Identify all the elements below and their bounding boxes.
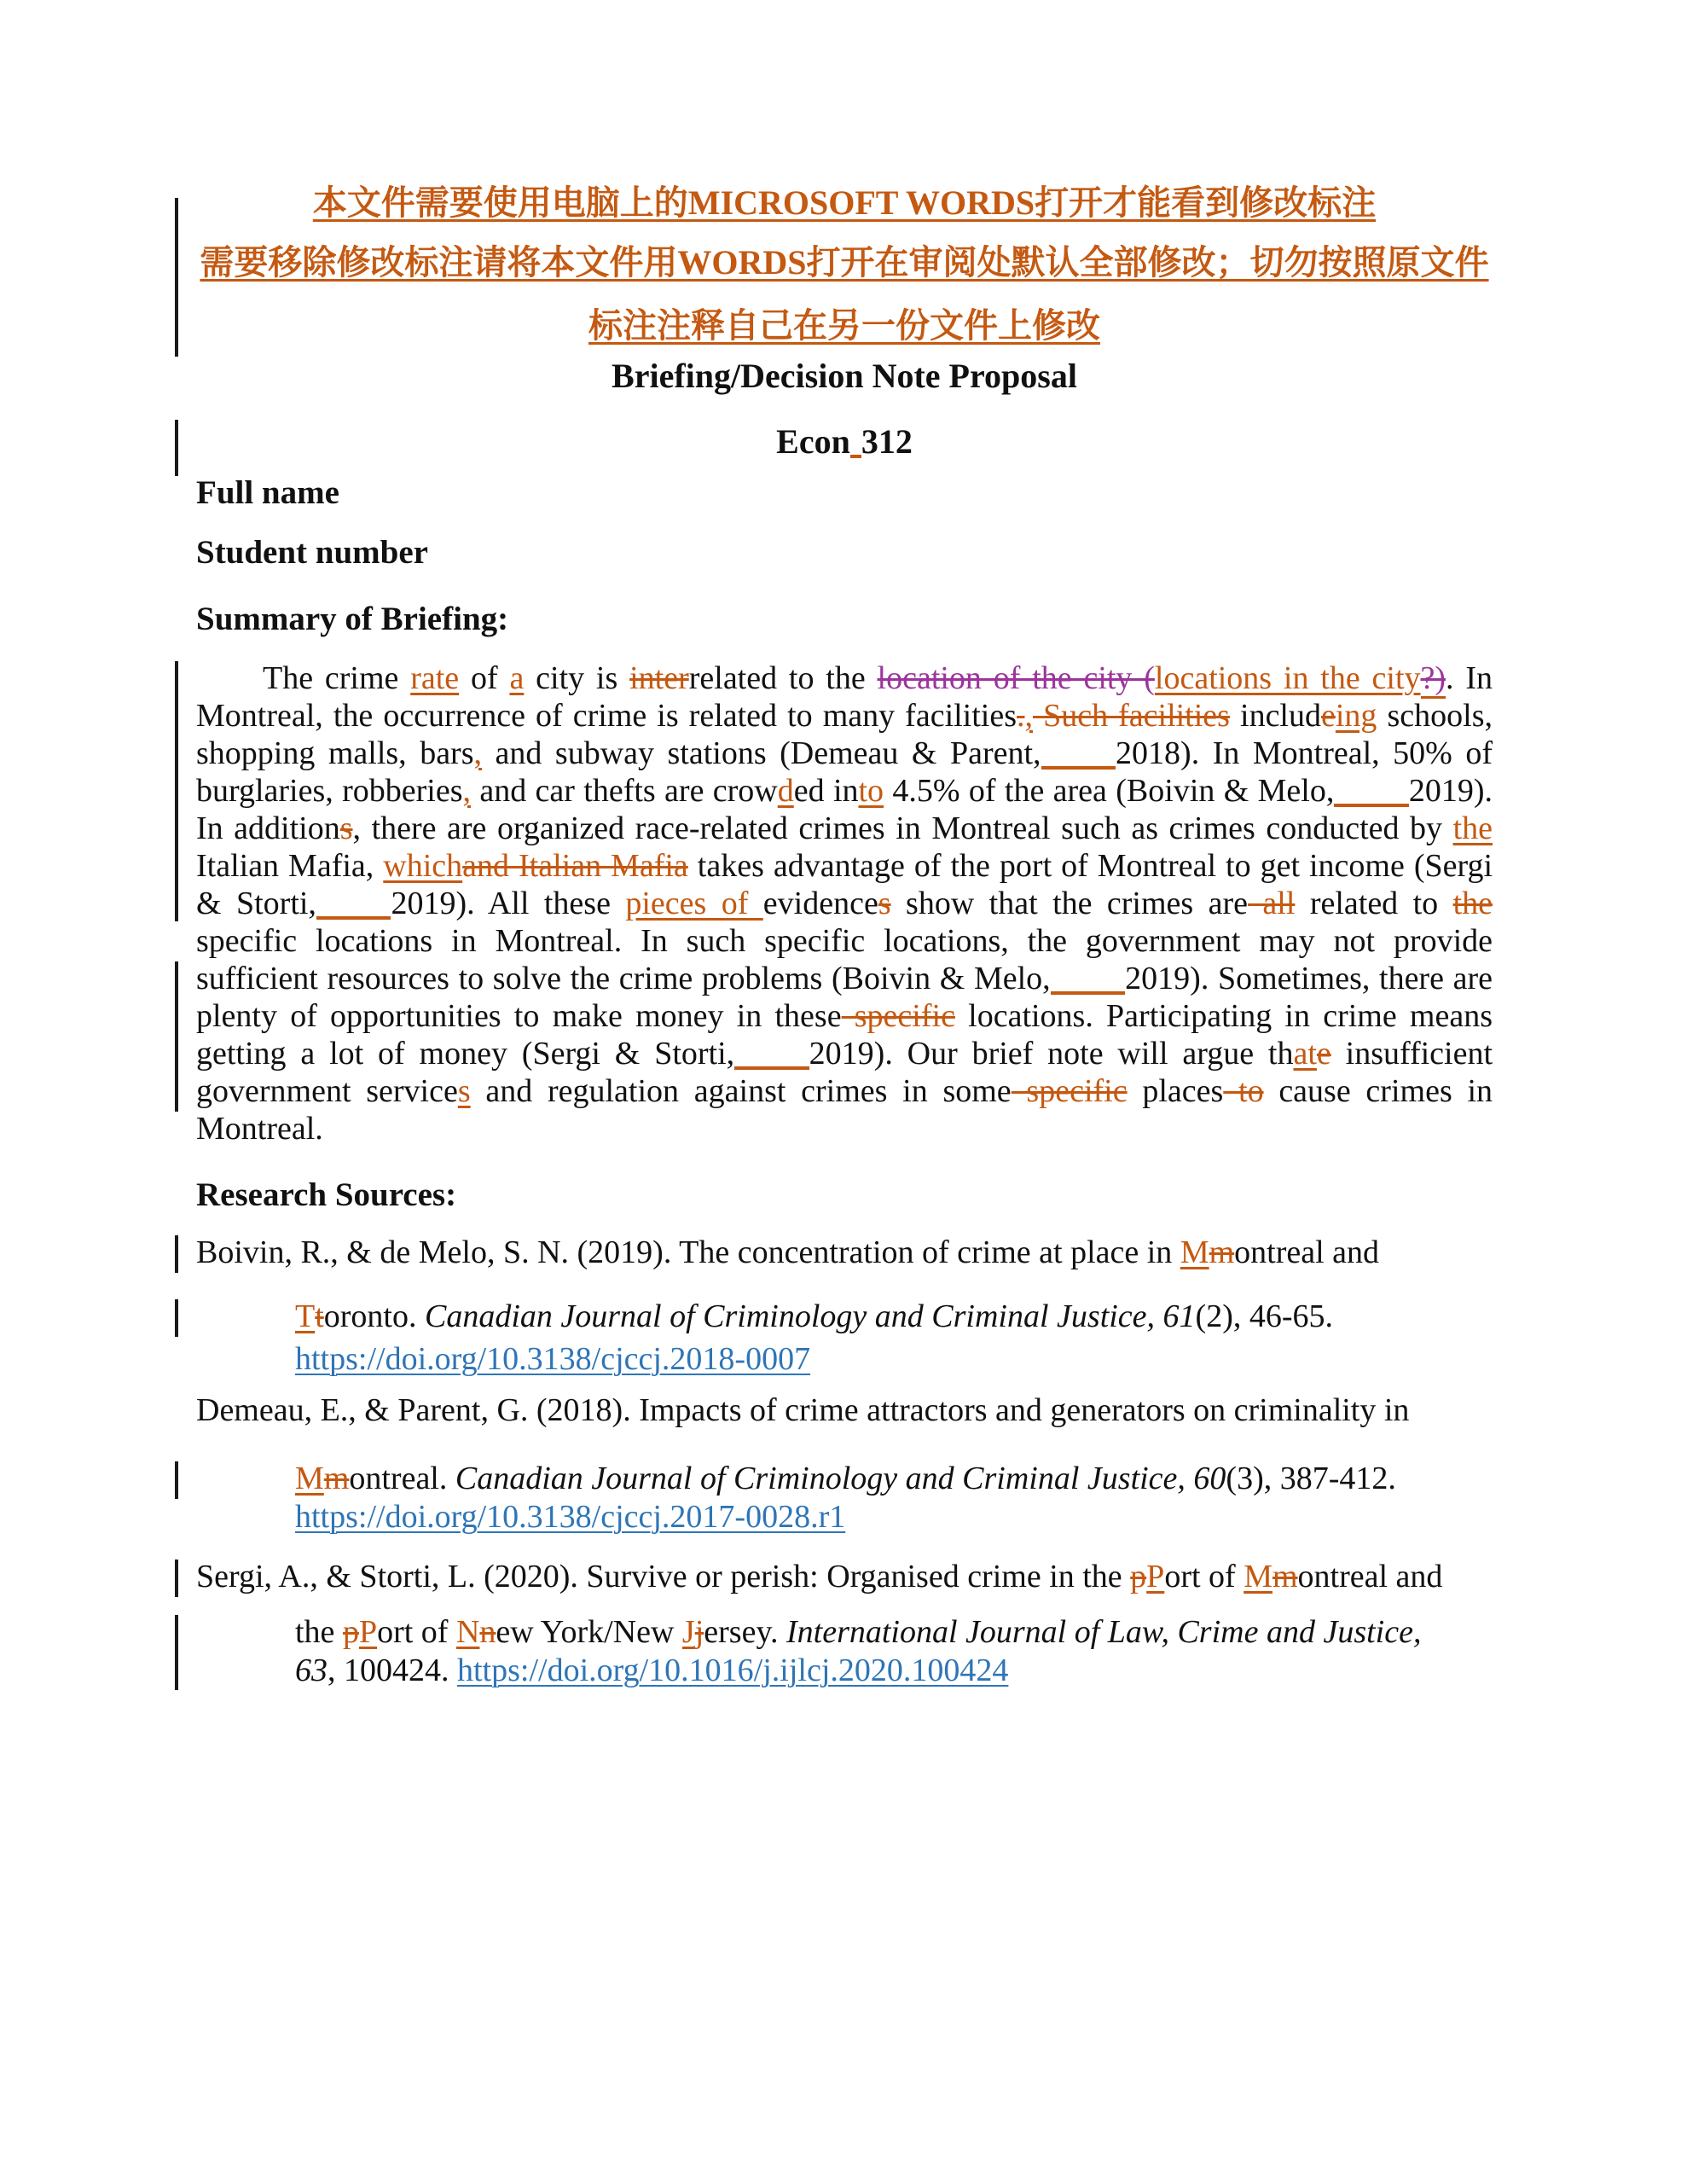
change-bar bbox=[175, 1235, 178, 1273]
deleted-text: all bbox=[1248, 886, 1296, 921]
deleted-text: Such facilities bbox=[1033, 698, 1230, 734]
inserted-text: which bbox=[383, 848, 463, 884]
text-run: locations. Participating in crime means getting a lot of money (Sergi & Storti, bbox=[196, 998, 1493, 1072]
inserted-space-mark bbox=[1051, 966, 1126, 995]
change-bar bbox=[175, 1560, 178, 1597]
text-run: 2019). In addition bbox=[196, 773, 1493, 846]
text-run: The crime bbox=[263, 660, 411, 696]
deleted-text: . bbox=[1017, 698, 1025, 734]
student-number-label: Student number bbox=[196, 534, 428, 571]
inserted-text: M bbox=[1180, 1234, 1209, 1270]
text-run: ontreal and bbox=[1234, 1234, 1380, 1270]
text-run: places bbox=[1127, 1073, 1224, 1109]
inserted-text: M bbox=[1244, 1559, 1272, 1594]
reference-2-line-1 bbox=[196, 1391, 1493, 1429]
inserted-space-mark bbox=[734, 1041, 809, 1070]
text-run: ontreal. bbox=[349, 1461, 455, 1496]
deleted-text: inter bbox=[629, 660, 689, 696]
text-run: 4.5% of the area (Boivin & Melo, bbox=[884, 773, 1335, 809]
inserted-text: , bbox=[473, 735, 483, 771]
text-run: show that the crimes are bbox=[890, 886, 1248, 921]
deleted-text: e bbox=[1316, 1036, 1331, 1072]
reference-2-line-2 bbox=[295, 1460, 1493, 1497]
text-run: ort of bbox=[1164, 1559, 1244, 1594]
doi-hyperlink[interactable]: https://doi.org/10.3138/cjccj.2017-0028.r1 bbox=[295, 1499, 846, 1535]
inserted-space-mark bbox=[1041, 741, 1116, 770]
text-run: 2019). Sometimes, there are plenty of opportunities to make money in these bbox=[196, 961, 1493, 1034]
deleted-text: the bbox=[1452, 886, 1493, 921]
deleted-text: s bbox=[878, 886, 891, 921]
text-run: . In Montreal, the occurrence of crime is related to many facilities bbox=[196, 660, 1493, 734]
text-run: includ bbox=[1229, 698, 1321, 734]
change-bar bbox=[175, 661, 178, 921]
text-run: city is bbox=[524, 660, 630, 696]
text-run: Demeau, E., & Parent, G. (2018). Impacts of crime attractors and generators on criminality in bbox=[196, 1392, 1410, 1428]
deleted-text: specific bbox=[841, 998, 955, 1034]
text-run: ew York/New bbox=[496, 1614, 682, 1650]
reference-1-link-line bbox=[295, 1340, 1493, 1378]
text-run: related to the bbox=[688, 660, 878, 696]
inserted-text: locations in the city bbox=[1154, 660, 1421, 696]
chinese-notice-line1: 本文件需要使用电脑上的MICROSOFT WORDS打开才能看到修改标注 bbox=[312, 183, 1377, 222]
text-run: 2019). Our brief note will argue th bbox=[809, 1036, 1294, 1072]
text-run: 2019). All these bbox=[391, 886, 626, 921]
text-run: and subway stations (Demeau & Parent, bbox=[482, 735, 1041, 771]
inserted-then-deleted-text: ?) bbox=[1421, 660, 1446, 699]
text-run: (3), 387-412. bbox=[1226, 1461, 1396, 1496]
reference-2-link-line bbox=[295, 1498, 1493, 1536]
course-line bbox=[196, 423, 1493, 461]
summary-paragraph bbox=[196, 659, 1493, 1147]
text-run: , 100424. bbox=[328, 1653, 457, 1688]
inserted-space-mark bbox=[316, 891, 391, 920]
research-sources-heading: Research Sources: bbox=[196, 1176, 457, 1213]
text-run: oronto. bbox=[323, 1298, 425, 1334]
reference-3-line-1 bbox=[196, 1558, 1493, 1595]
text-run: evidence bbox=[762, 886, 878, 921]
change-bar bbox=[175, 961, 178, 1112]
text-run: takes advantage of the port of Montreal to get income (Sergi & Storti, bbox=[196, 848, 1493, 921]
full-name-label: Full name bbox=[196, 474, 339, 511]
change-bar bbox=[175, 1299, 178, 1337]
italic-text-run: Canadian Journal of Criminology and Criminal Justice, 61 bbox=[425, 1298, 1196, 1334]
inserted-text: rate bbox=[410, 660, 460, 696]
deleted-text-reviewer2: location of the city ( bbox=[877, 660, 1155, 696]
change-bar bbox=[175, 420, 178, 476]
deleted-text: p bbox=[1130, 1559, 1147, 1594]
chinese-notice-line2: 需要移除修改标注请将本文件用WORDS打开在审阅处默认全部修改；切勿按照原文件标注注释自己在另一份文件上修改 bbox=[200, 243, 1489, 345]
change-bar bbox=[175, 198, 178, 357]
deleted-text: j bbox=[694, 1614, 704, 1650]
text-run: related to bbox=[1295, 886, 1453, 921]
deleted-text: t bbox=[315, 1298, 324, 1334]
doi-hyperlink[interactable]: https://doi.org/10.3138/cjccj.2018-0007 bbox=[295, 1341, 811, 1377]
text-run: ort of bbox=[377, 1614, 456, 1650]
text-run: the bbox=[295, 1614, 343, 1650]
deleted-text: p bbox=[342, 1614, 359, 1650]
text-run: (2), 46-65. bbox=[1195, 1298, 1334, 1334]
inserted-text: s bbox=[457, 1073, 471, 1109]
doi-hyperlink[interactable]: https://doi.org/10.1016/j.ijlcj.2020.100424 bbox=[457, 1653, 1009, 1688]
inserted-text: pieces of bbox=[625, 886, 763, 921]
deleted-text: n bbox=[479, 1614, 496, 1650]
deleted-text: m bbox=[1272, 1559, 1298, 1594]
inserted-text: to bbox=[858, 773, 884, 809]
inserted-text: a bbox=[509, 660, 525, 696]
inserted-text: d bbox=[777, 773, 794, 809]
text-run: Italian Mafia, bbox=[196, 848, 384, 884]
inserted-text: M bbox=[295, 1461, 324, 1496]
text-run: ersey. bbox=[704, 1614, 786, 1650]
inserted-text: , bbox=[1024, 698, 1034, 734]
text-run: ed in bbox=[793, 773, 859, 809]
inserted-space-mark bbox=[850, 429, 861, 458]
text-run: specific locations in Montreal. In such specific locations, the government may not provide sufficient resources to solve the crime problems (Boivin & Melo, bbox=[196, 923, 1493, 996]
reference-3-line-3 bbox=[295, 1652, 1493, 1689]
deleted-text: m bbox=[323, 1461, 350, 1496]
text-run: , there are organized race-related crimes in Montreal such as crimes conducted by bbox=[352, 810, 1453, 846]
text-run: and regulation against crimes in some bbox=[470, 1073, 1012, 1109]
inserted-text: , bbox=[462, 773, 471, 809]
text-run: Sergi, A., & Storti, L. (2020). Survive or perish: Organised crime in the bbox=[196, 1559, 1131, 1594]
inserted-text: at bbox=[1293, 1036, 1317, 1072]
italic-text-run: International Journal of Law, Crime and Justice, bbox=[786, 1614, 1422, 1650]
text-run: of bbox=[459, 660, 510, 696]
inserted-space-mark bbox=[1334, 778, 1409, 807]
inserted-text: the bbox=[1452, 810, 1493, 846]
document-title: Briefing/Decision Note Proposal bbox=[612, 357, 1077, 395]
text-run: Econ bbox=[776, 422, 850, 461]
deleted-text: e bbox=[1321, 698, 1336, 734]
inserted-text: N bbox=[455, 1614, 480, 1650]
reference-3-line-2 bbox=[295, 1613, 1493, 1651]
text-run: and car thefts are crow bbox=[471, 773, 778, 809]
text-run: 312 bbox=[861, 422, 913, 461]
inserted-text: ing bbox=[1335, 698, 1377, 734]
text-run: cause crimes in Montreal. bbox=[196, 1073, 1493, 1147]
inserted-text: P bbox=[1146, 1559, 1165, 1594]
change-bar bbox=[175, 1461, 178, 1499]
deleted-text: to bbox=[1223, 1073, 1264, 1109]
change-bar bbox=[175, 1615, 178, 1690]
inserted-text: T bbox=[295, 1298, 316, 1334]
text-run: insufficient government service bbox=[196, 1036, 1493, 1109]
inserted-text: P bbox=[358, 1614, 378, 1650]
italic-text-run: Canadian Journal of Criminology and Criminal Justice, 60 bbox=[455, 1461, 1226, 1496]
text-run: Boivin, R., & de Melo, S. N. (2019). The concentration of crime at place in bbox=[196, 1234, 1180, 1270]
deleted-text: m bbox=[1209, 1234, 1235, 1270]
reference-1-line-2 bbox=[295, 1298, 1493, 1335]
text-run: schools, shopping malls, bars bbox=[196, 698, 1493, 771]
deleted-text: s bbox=[339, 810, 353, 846]
deleted-text: specific bbox=[1011, 1073, 1128, 1109]
inserted-text: J bbox=[681, 1614, 695, 1650]
deleted-text: and Italian Mafia bbox=[462, 848, 688, 884]
text-run: 2018). In Montreal, 50% of burglaries, robberies bbox=[196, 735, 1493, 809]
reference-1-line-1 bbox=[196, 1234, 1493, 1271]
summary-heading: Summary of Briefing: bbox=[196, 601, 509, 637]
text-run: ontreal and bbox=[1297, 1559, 1443, 1594]
italic-text-run: 63 bbox=[295, 1653, 328, 1688]
